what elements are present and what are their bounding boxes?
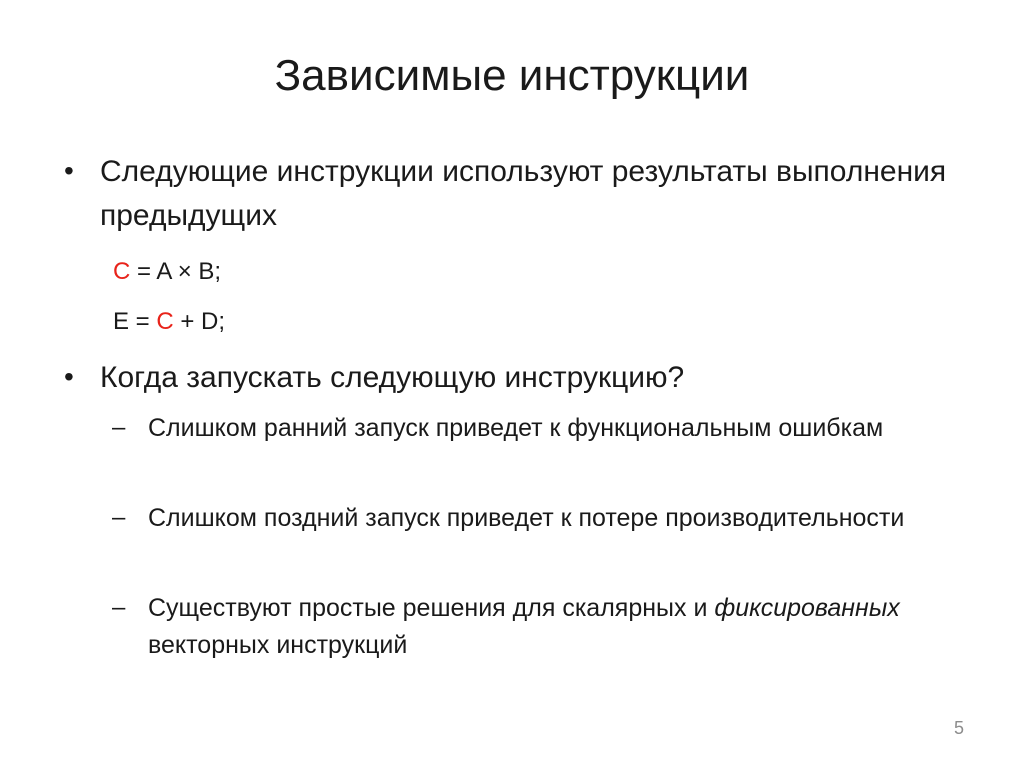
bullet-text: Когда запускать следующую инструкцию?: [100, 361, 685, 394]
code-line-2: [113, 306, 225, 338]
bullet-marker: •: [64, 155, 74, 186]
sub-item-text: [148, 590, 952, 664]
dash-marker: –: [112, 414, 126, 441]
sub-item-3: [112, 590, 952, 664]
bullet-text: Следующие инструкции используют результаты выполнения предыдущих: [100, 155, 947, 232]
bullet-marker: •: [64, 361, 74, 392]
highlighted-variable: C: [156, 308, 174, 335]
sub-item-2: [112, 500, 952, 537]
highlighted-variable: C: [113, 258, 131, 285]
bullet-item-1: [64, 150, 964, 238]
italic-term: фиксированных: [714, 594, 900, 622]
dash-marker: –: [112, 504, 126, 531]
sub-item-1: [112, 410, 952, 447]
sub-item-text: Слишком поздний запуск приведет к потере производительности: [148, 504, 905, 532]
sub-item-text-part: векторных инструкций: [148, 631, 408, 659]
dash-marker: –: [112, 594, 126, 621]
code-line-1: [113, 256, 221, 288]
code-text: E =: [113, 308, 157, 335]
sub-item-text-part: Существуют простые решения для скалярных и: [148, 594, 715, 622]
sub-item-text: Слишком ранний запуск приведет к функциональным ошибкам: [148, 414, 884, 442]
bullet-item-2: [64, 356, 964, 400]
code-text: = A × B;: [130, 258, 222, 285]
code-text: + D;: [173, 308, 226, 335]
page-number: 5: [953, 718, 964, 738]
slide-title: Зависимые инструкции: [274, 51, 750, 100]
